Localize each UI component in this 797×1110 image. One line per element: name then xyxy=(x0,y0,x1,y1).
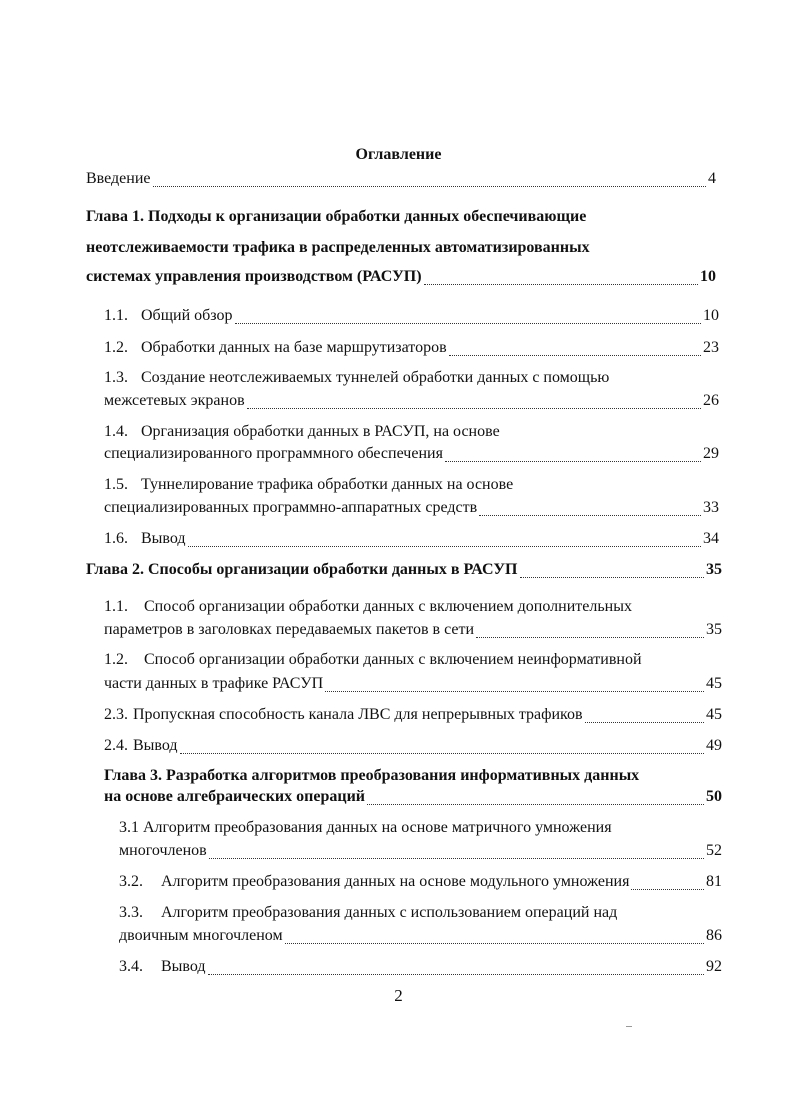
toc-entry-2-2-line1[interactable]: 1.2. Способ организации обработки данных с включением неинформативной xyxy=(104,651,642,668)
page-ref: 35 xyxy=(706,621,722,638)
toc-entry-3-4[interactable]: 3.4. Вывод 92 xyxy=(119,958,722,975)
page-ref: 45 xyxy=(706,675,722,692)
toc-entry-3-2[interactable]: 3.2. Алгоритм преобразования данных на основе модульного умножения 81 xyxy=(119,873,722,890)
toc-entry-3-1-line1[interactable]: 3.1 Алгоритм преобразования данных на основе матричного умножения xyxy=(119,819,612,836)
toc-entry-1-6[interactable]: 1.6. Вывод 34 xyxy=(104,530,719,547)
page-ref: 81 xyxy=(706,873,722,890)
toc-entry-1-3-line1[interactable]: 1.3. Создание неотслеживаемых туннелей обработки данных с помощью xyxy=(104,369,610,386)
chapter-1-title-line2[interactable]: неотслеживаемости трафика в распределенных автоматизированных xyxy=(86,239,590,256)
toc-title: Оглавление xyxy=(355,146,442,163)
toc-entry-2-1[interactable]: параметров в заголовках передаваемых пакетов в сети 35 xyxy=(104,621,722,638)
toc-entry-1-4-line1[interactable]: 1.4. Организация обработки данных в РАСУП, на основе xyxy=(104,423,500,440)
toc-entry-1-1[interactable]: 1.1. Общий обзор 10 xyxy=(104,307,719,324)
toc-entry-1-4[interactable]: специализированного программного обеспечения 29 xyxy=(104,445,719,462)
toc-entry-1-5-line1[interactable]: 1.5. Туннелирование трафика обработки данных на основе xyxy=(104,476,514,493)
chapter-3-title-line1[interactable]: Глава 3. Разработка алгоритмов преобразования информативных данных xyxy=(104,767,640,784)
toc-entry-1-3[interactable]: межсетевых экранов 26 xyxy=(104,392,719,409)
toc-entry-2-4[interactable]: 2.4. Вывод 49 xyxy=(104,737,722,754)
page-ref: 92 xyxy=(706,958,722,975)
toc-entry-3-3-line1[interactable]: 3.3. Алгоритм преобразования данных с использованием операций над xyxy=(119,904,618,921)
page-ref: 34 xyxy=(703,530,719,547)
chapter-1-title-line1[interactable]: Глава 1. Подходы к организации обработки данных обеспечивающие xyxy=(86,208,587,225)
page-ref: 35 xyxy=(706,561,722,578)
page-ref: 4 xyxy=(708,170,716,187)
page-ref: 33 xyxy=(703,499,719,516)
page-number: 2 xyxy=(394,986,403,1005)
page-ref: 10 xyxy=(700,268,716,285)
scan-artifact xyxy=(626,1026,632,1027)
toc-entry-2-1-line1[interactable]: 1.1. Способ организации обработки данных с включением дополнительных xyxy=(104,598,632,615)
page-ref: 26 xyxy=(703,392,719,409)
page-ref: 29 xyxy=(703,445,719,462)
toc-entry-2-3[interactable]: 2.3. Пропускная способность канала ЛВС для непрерывных трафиков 45 xyxy=(104,706,722,723)
toc-entry-3-1[interactable]: многочленов 52 xyxy=(119,842,722,859)
page-ref: 23 xyxy=(703,339,719,356)
page-ref: 86 xyxy=(706,927,722,944)
toc-entry-chapter-3[interactable]: на основе алгебраических операций 50 xyxy=(104,788,722,805)
toc-entry-3-3[interactable]: двоичным многочленом 86 xyxy=(119,927,722,944)
page-ref: 10 xyxy=(703,307,719,324)
toc-entry-1-2[interactable]: 1.2. Обработки данных на базе маршрутизаторов 23 xyxy=(104,339,719,356)
toc-entry-chapter-2[interactable]: Глава 2. Способы организации обработки данных в РАСУП 35 xyxy=(86,561,722,578)
page-ref: 49 xyxy=(706,737,722,754)
page-ref: 45 xyxy=(706,706,722,723)
toc-entry-introduction[interactable]: Введение 4 xyxy=(86,170,716,187)
page-ref: 52 xyxy=(706,842,722,859)
toc-entry-1-5[interactable]: специализированных программно-аппаратных средств 33 xyxy=(104,499,719,516)
toc-entry-2-2[interactable]: части данных в трафике РАСУП 45 xyxy=(104,675,722,692)
toc-entry-chapter-1[interactable]: системах управления производством (РАСУП) 10 xyxy=(86,268,716,285)
page-ref: 50 xyxy=(706,788,722,805)
